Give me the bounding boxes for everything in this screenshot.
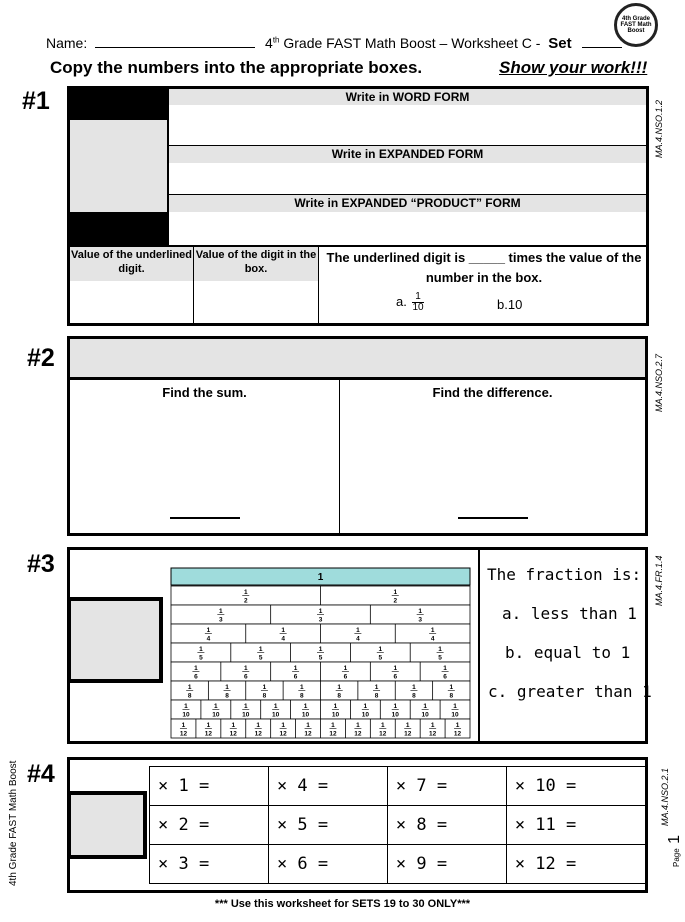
fraction-denominator: 12 [354,730,362,738]
table-row [150,806,646,845]
fraction-numerator: 1 [393,665,398,672]
fraction-numerator: 1 [331,722,335,729]
fraction-numerator: 1 [405,722,410,729]
name-label: Name: [46,35,88,51]
fraction-denominator: 12 [254,730,262,738]
multiplication-cell[interactable]: × 11 = [506,806,645,845]
fraction-denominator: 6 [393,673,398,681]
fraction-numerator: 1 [318,608,323,615]
fraction-numerator: 1 [184,703,188,710]
fraction-denominator: 6 [194,673,198,681]
fraction-denominator: 8 [187,692,192,700]
multiplication-cell[interactable]: × 9 = [387,845,506,884]
fraction-denominator: 12 [229,730,237,738]
fraction-denominator: 12 [404,730,412,738]
fraction-numerator: 1 [281,722,285,729]
fraction-numerator: 1 [363,703,368,710]
fraction-denominator: 8 [449,692,454,700]
show-work: Show your work!!! [499,58,648,77]
fraction-numerator: 1 [318,646,323,653]
fraction-denominator: 10 [272,711,280,719]
worksheet-title: Grade FAST Math Boost – Worksheet C - [283,35,541,51]
fraction-denominator: 3 [219,616,223,624]
fraction-numerator: 1 [273,703,278,710]
fraction-strips [169,566,472,741]
fraction-numerator: 1 [430,722,435,729]
section4-number-box [67,791,147,859]
logo-line-1: 4th Grade [621,15,650,22]
multiplication-cell[interactable]: × 4 = [268,767,387,806]
option-equal-to[interactable]: b. equal to 1 [505,643,631,662]
fraction-denominator: 8 [225,692,229,700]
value-underlined-area[interactable] [70,281,193,323]
fraction-denominator: 12 [379,730,387,738]
fraction-numerator: 1 [438,646,442,653]
fraction-numerator: 1 [455,722,460,729]
fraction-denominator: 4 [206,635,211,643]
fraction-denominator: 5 [318,654,323,662]
value-box-area[interactable] [194,281,318,323]
fraction-denominator: 12 [179,730,188,738]
fraction-denominator: 12 [204,730,212,738]
fraction-numerator: 1 [333,703,338,710]
word-form-label: Write in WORD FORM [169,89,646,105]
fraction-numerator: 1 [256,722,261,729]
fraction-numerator: 1 [214,703,218,710]
times-text: The underlined digit is _____ times the value of the number in the box. [326,250,642,285]
fraction-numerator: 1 [219,608,223,615]
product-form-area[interactable] [169,212,646,245]
option-a-label: a. [396,293,407,309]
fraction-denominator: 5 [258,654,263,662]
fraction-denominator: 4 [281,635,285,643]
fraction-numerator: 1 [430,627,435,634]
section1-number-box [70,120,167,212]
page-indicator [666,835,684,867]
fraction-numerator: 1 [380,722,385,729]
section2-standard: MA.4.NSO.2.7 [654,353,664,412]
fraction-denominator: 6 [343,673,348,681]
fraction-denominator: 12 [453,730,462,738]
fraction-denominator: 6 [443,673,447,681]
divider [318,247,319,323]
multiplication-cell[interactable]: × 7 = [387,767,506,806]
multiplication-table [149,766,646,884]
option-a-denominator: 10 [412,302,424,313]
fraction-numerator: 1 [293,665,298,672]
option-a-fraction [412,292,423,313]
whole-strip-label: 1 [317,572,324,583]
divider [339,380,340,536]
fraction-numerator: 1 [356,627,360,634]
multiplication-cell[interactable]: × 2 = [150,806,269,845]
option-a[interactable] [396,292,424,313]
fraction-denominator: 10 [182,711,190,719]
sum-label: Find the sum. [162,385,247,400]
name-blank[interactable] [95,47,255,48]
fraction-denominator: 6 [293,673,298,681]
fraction-numerator: 1 [393,703,398,710]
fraction-numerator: 1 [303,703,308,710]
fraction-denominator: 10 [391,711,399,719]
fraction-denominator: 12 [304,730,312,738]
fraction-denominator: 8 [262,692,267,700]
footer-note: *** Use this worksheet for SETS 19 to 30 ONLY*** [214,898,471,910]
fraction-denominator: 8 [300,692,304,700]
fraction-denominator: 5 [199,654,203,662]
fraction-denominator: 10 [331,711,340,719]
fraction-numerator: 1 [412,684,416,691]
fraction-title: The fraction is: [487,565,642,584]
fraction-numerator: 1 [206,627,211,634]
difference-answer-line[interactable] [458,516,528,519]
sum-answer-line[interactable] [170,516,240,519]
section1-top-black [67,86,167,120]
fraction-numerator: 1 [243,589,248,596]
value-box-label: Value of the digit in the box. [194,247,318,281]
set-label: Set [548,35,572,52]
fraction-denominator: 12 [429,730,437,738]
fraction-numerator: 1 [258,646,263,653]
fraction-denominator: 10 [212,711,220,719]
section1-standard: MA.4.NSO.1.2 [654,99,664,158]
fraction-numerator: 1 [281,627,285,634]
fraction-denominator: 5 [438,654,442,662]
section2-number: #2 [27,344,55,372]
difference-label: Find the difference. [432,385,553,400]
side-brand: 4th Grade FAST Math Boost [8,760,19,886]
fraction-denominator: 4 [430,635,435,643]
fraction-denominator: 12 [279,730,287,738]
expanded-form-label: Write in EXPANDED FORM [169,146,646,163]
fraction-denominator: 10 [451,711,459,719]
fraction-numerator: 1 [181,722,186,729]
fraction-numerator: 1 [231,722,236,729]
product-form-label: Write in EXPANDED “PRODUCT” FORM [169,195,646,212]
multiplication-cell[interactable]: × 3 = [150,845,269,884]
table-row [150,845,646,884]
fraction-numerator: 1 [374,684,379,691]
multiplication-cell[interactable]: × 6 = [268,845,387,884]
multiplication-cell[interactable]: × 8 = [387,806,506,845]
option-b[interactable]: b.10 [497,297,523,312]
fraction-denominator: 10 [242,711,250,719]
fraction-numerator: 1 [443,665,447,672]
fraction-numerator: 1 [262,684,267,691]
fraction-denominator: 12 [329,730,337,738]
expanded-form-area[interactable] [169,163,646,195]
fraction-numerator: 1 [378,646,383,653]
multiplication-cell[interactable]: × 10 = [506,767,645,806]
fraction-denominator: 5 [378,654,383,662]
fraction-denominator: 2 [243,597,248,605]
fraction-numerator: 1 [206,722,211,729]
fraction-numerator: 1 [453,703,457,710]
section3-standard: MA.4.FR.1.4 [654,555,664,606]
fraction-numerator: 1 [423,703,427,710]
fraction-numerator: 1 [194,665,198,672]
grade-sup: th [272,35,280,45]
header-line [46,35,622,52]
fraction-denominator: 10 [301,711,310,719]
page-label: Page [672,848,681,867]
fraction-numerator: 1 [187,684,192,691]
multiplication-cell[interactable]: × 12 = [506,845,645,884]
fraction-numerator: 1 [225,684,229,691]
multiplication-cell[interactable]: × 1 = [150,767,269,806]
fraction-numerator: 1 [243,665,248,672]
fraction-denominator: 4 [356,635,360,643]
multiplication-cell[interactable]: × 5 = [268,806,387,845]
fraction-numerator: 1 [418,608,422,615]
section1-bottom-black [67,212,167,245]
fraction-numerator: 1 [449,684,454,691]
fraction-denominator: 8 [337,692,341,700]
fraction-denominator: 10 [361,711,369,719]
section4-number: #4 [27,760,55,788]
section4-standard: MA.4.NSO.2.1 [660,767,670,826]
fraction-denominator: 10 [421,711,429,719]
grade-prefix: 4 [265,35,273,51]
fraction-numerator: 1 [199,646,203,653]
section1-number: #1 [22,87,50,115]
fraction-denominator: 2 [393,597,398,605]
page-number: 1 [666,834,683,844]
fraction-numerator: 1 [306,722,310,729]
fraction-denominator: 3 [318,616,323,624]
fraction-numerator: 1 [243,703,248,710]
section3-number-box [67,597,163,683]
section2-number-box [67,336,648,380]
set-blank[interactable] [582,47,622,48]
option-a-numerator: 1 [412,292,423,303]
fraction-denominator: 8 [374,692,379,700]
value-underlined-label: Value of the underlined digit. [70,247,193,281]
table-row [150,767,646,806]
section3-number: #3 [27,550,55,578]
fraction-denominator: 6 [243,673,248,681]
fraction-denominator: 8 [412,692,416,700]
fraction-numerator: 1 [343,665,348,672]
fraction-denominator: 3 [418,616,422,624]
word-form-area[interactable] [169,105,646,146]
option-greater-than[interactable]: c. greater than 1 [488,682,652,701]
instructions-main: Copy the numbers into the appropriate boxes. [50,58,423,77]
fraction-numerator: 1 [300,684,304,691]
option-less-than[interactable]: a. less than 1 [502,604,637,623]
section2-work-box [67,380,648,536]
fraction-numerator: 1 [337,684,341,691]
fraction-numerator: 1 [393,589,398,596]
divider [478,547,480,744]
fraction-numerator: 1 [356,722,360,729]
logo-line-3: Boost [627,28,645,35]
logo-line-2: FAST Math [620,21,652,28]
